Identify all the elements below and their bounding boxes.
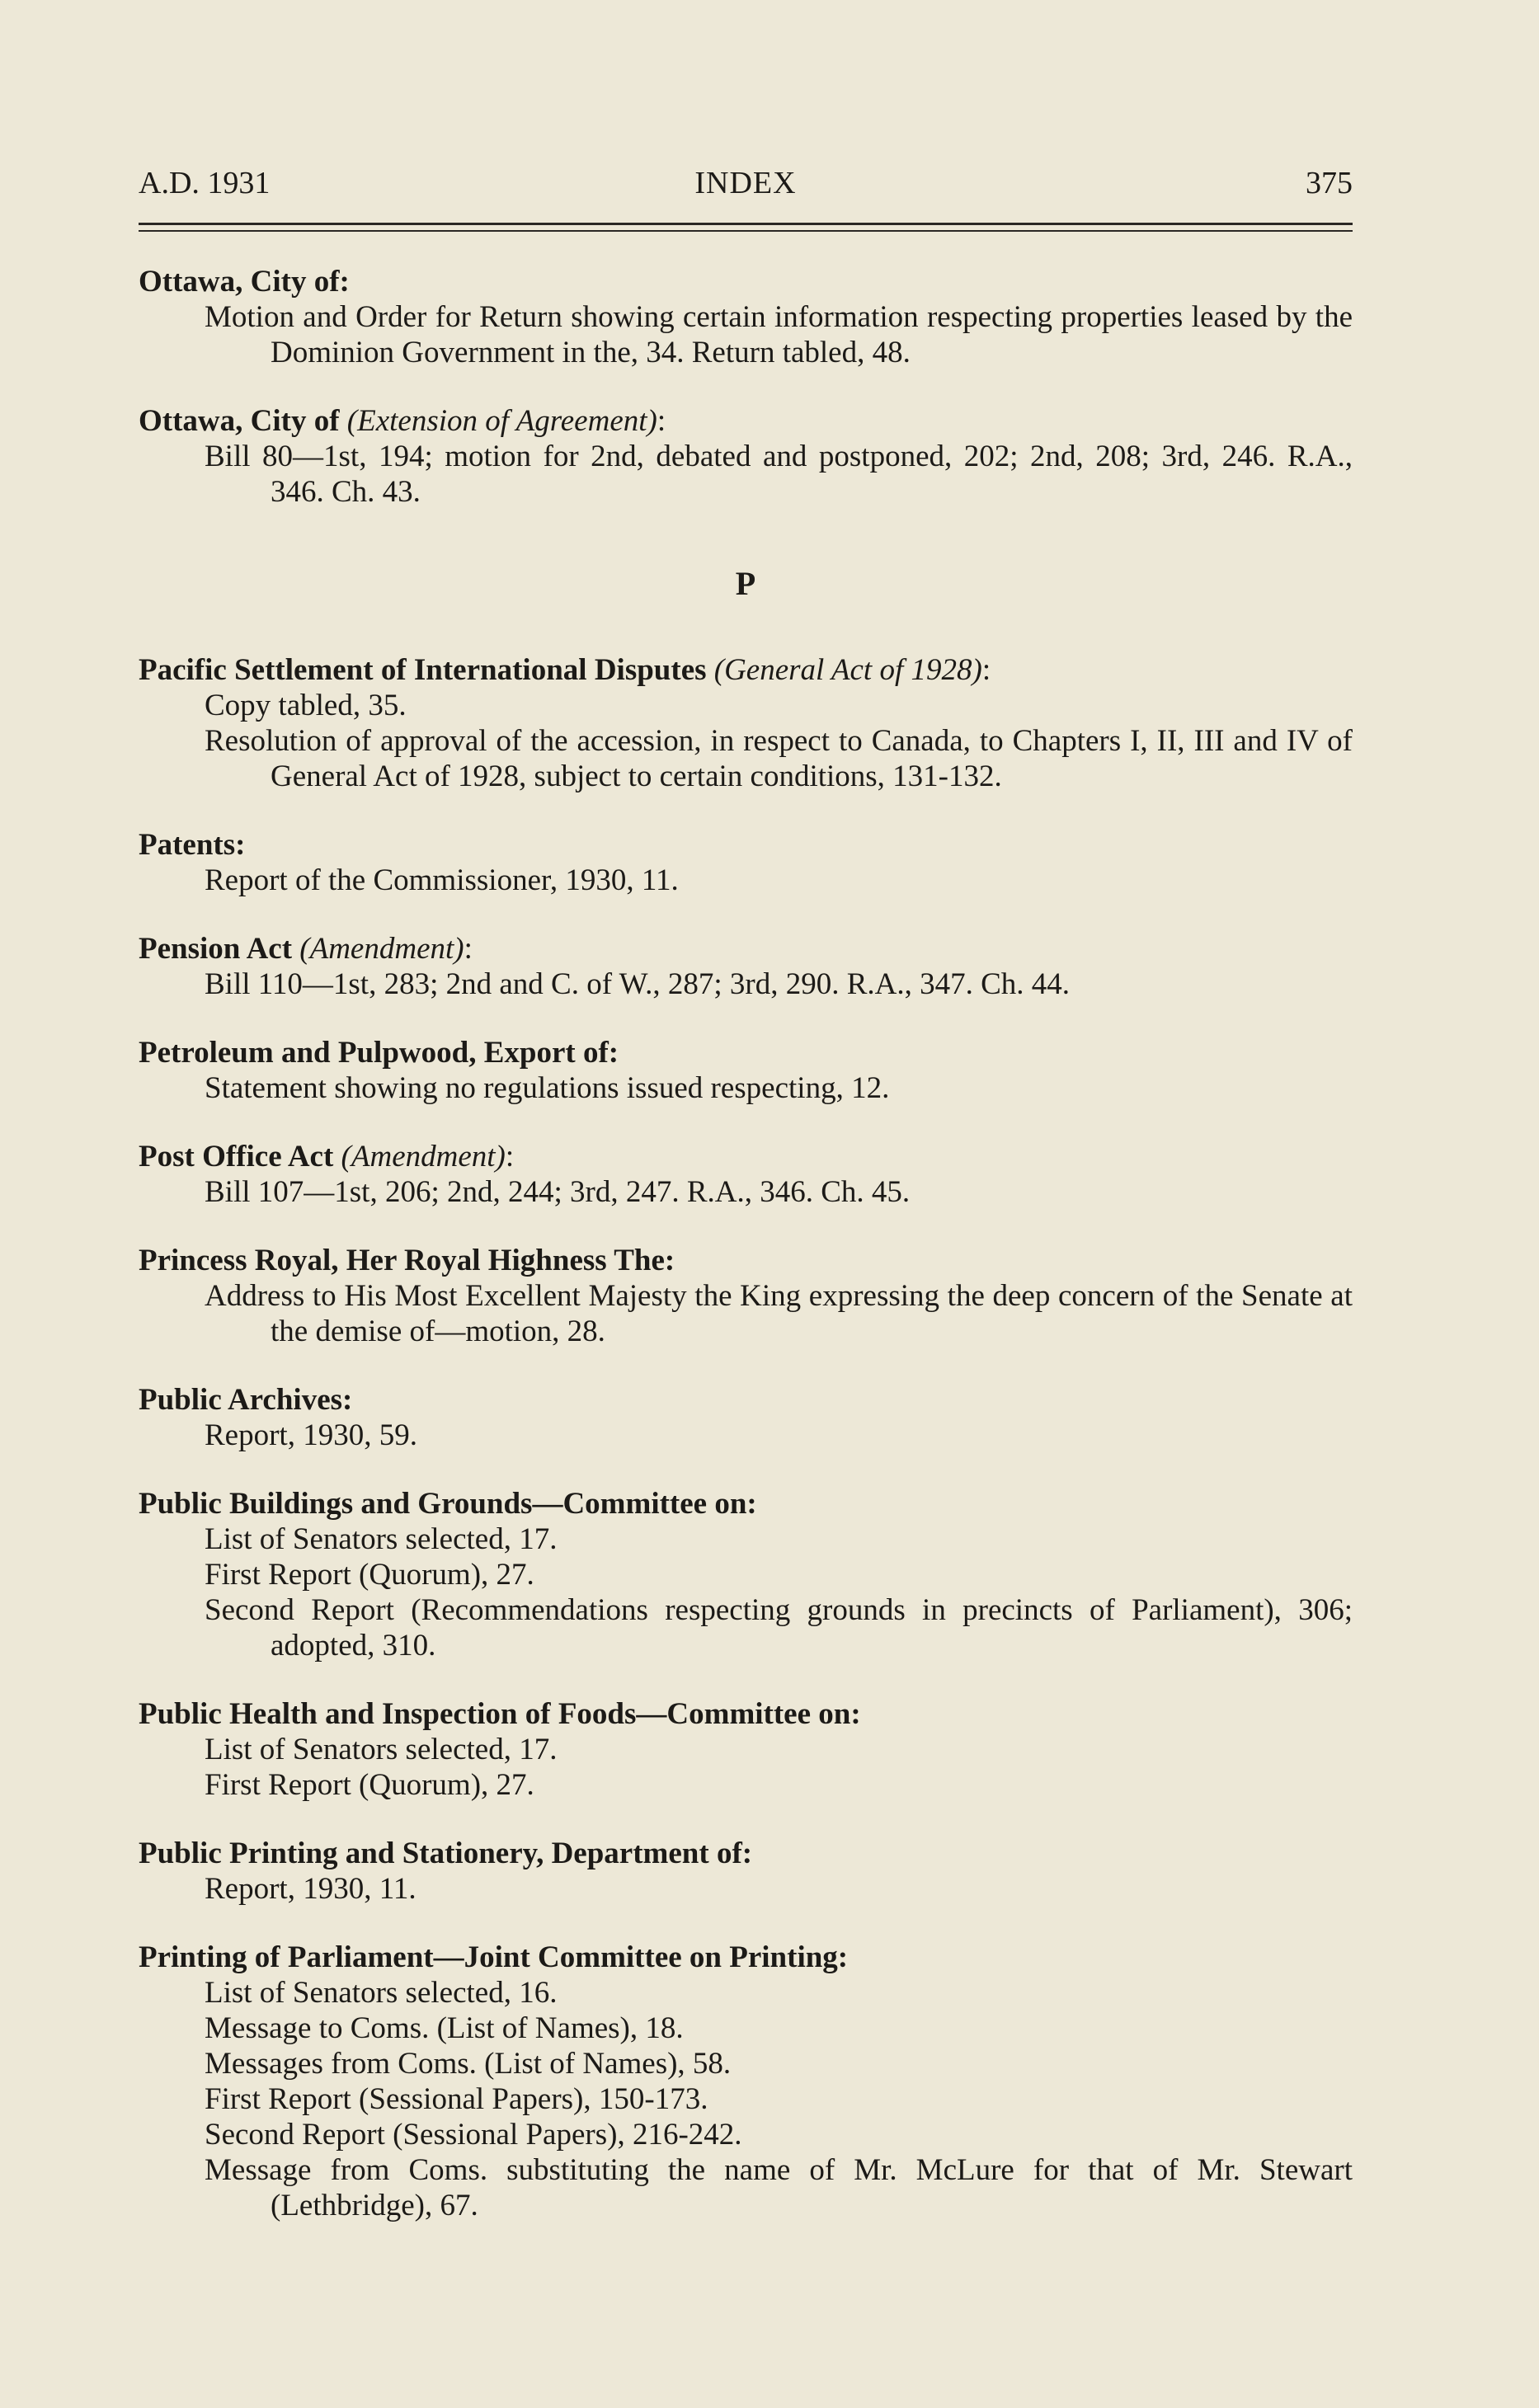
page-header — [139, 157, 1353, 206]
entry-heading-text: Ottawa, City of — [139, 404, 340, 438]
entry-heading-tail: : — [464, 932, 473, 966]
entry-heading-text: Post Office Act — [139, 1140, 334, 1173]
index-entry — [139, 931, 1353, 1002]
index-entry — [139, 1940, 1353, 2223]
index-entry — [139, 1035, 1353, 1106]
entry-heading — [139, 1035, 1353, 1070]
entry-heading-qualifier: (General Act of 1928) — [713, 653, 982, 687]
entry-heading-text: Patents: — [139, 828, 246, 862]
entry-line: Bill 80—1st, 194; motion for 2nd, debated and postponed, 202; 2nd, 208; 3rd, 246. R.A., 346. Ch. 43. — [205, 440, 1353, 509]
entry-heading-text: Princess Royal, Her Royal Highness The: — [139, 1244, 675, 1277]
index-entry — [139, 1243, 1353, 1349]
index-entry — [139, 1382, 1353, 1453]
index-entry — [139, 1836, 1353, 1907]
index-entry — [139, 1696, 1353, 1803]
entry-heading-text: Public Archives: — [139, 1383, 353, 1417]
entry-line: Message from Coms. substituting the name of Mr. McLure for that of Mr. Stewart (Lethbridge), 67. — [205, 2153, 1353, 2222]
entry-heading-qualifier: (Amendment) — [341, 1140, 506, 1173]
entry-heading — [139, 1836, 1353, 1871]
entry-line: Second Report (Recommendations respecting grounds in precincts of Parliament), 306; adopted, 310. — [205, 1593, 1353, 1663]
entry-heading — [139, 403, 1353, 439]
entry-line: Copy tabled, 35. — [205, 689, 407, 722]
entry-line: List of Senators selected, 16. — [205, 1976, 558, 2010]
entry-line: First Report (Quorum), 27. — [205, 1768, 534, 1802]
entry-line: Message to Coms. (List of Names), 18. — [205, 2011, 684, 2045]
entry-line: Report, 1930, 11. — [205, 1872, 417, 1906]
entry-line: Statement showing no regulations issued respecting, 12. — [205, 1071, 890, 1105]
entry-heading-text: Printing of Parliament—Joint Committee on Printing: — [139, 1940, 849, 1974]
header-title: INDEX — [694, 166, 797, 200]
index-section-p — [139, 652, 1353, 2223]
entry-heading-tail: : — [505, 1140, 515, 1173]
index-section-o — [139, 264, 1353, 510]
index-content — [139, 264, 1353, 2256]
entry-heading — [139, 1139, 1353, 1174]
entry-heading — [139, 1382, 1353, 1418]
entry-heading — [139, 1940, 1353, 1975]
entry-heading-text: Public Printing and Stationery, Department of: — [139, 1837, 753, 1870]
entry-heading-text: Pension Act — [139, 932, 293, 966]
entry-line: Second Report (Sessional Papers), 216-242. — [205, 2118, 742, 2152]
entry-line: Resolution of approval of the accession, in respect to Canada, to Chapters I, II, III and IV of General Act of 1928, subject to certain conditions, 131-132. — [205, 724, 1353, 793]
entry-line: Messages from Coms. (List of Names), 58. — [205, 2047, 732, 2081]
entry-line: Motion and Order for Return showing certain information respecting properties leased by the Dominion Government in the, 34. Return tabled, 48. — [205, 300, 1353, 369]
entry-heading — [139, 1243, 1353, 1278]
entry-heading-text: Public Health and Inspection of Foods—Committee on: — [139, 1697, 861, 1731]
header-rule-top — [139, 223, 1353, 225]
entry-heading — [139, 1486, 1353, 1521]
entry-line: First Report (Quorum), 27. — [205, 1558, 534, 1592]
entry-heading-tail: : — [981, 653, 991, 687]
entry-line: Report, 1930, 59. — [205, 1418, 417, 1452]
index-entry — [139, 1486, 1353, 1663]
header-date: A.D. 1931 — [139, 166, 271, 200]
entry-heading-text: Pacific Settlement of International Disputes — [139, 653, 707, 687]
entry-heading-text: Public Buildings and Grounds—Committee on: — [139, 1487, 757, 1521]
entry-line: List of Senators selected, 17. — [205, 1733, 558, 1766]
entry-line: Bill 107—1st, 206; 2nd, 244; 3rd, 247. R.A., 346. Ch. 45. — [205, 1175, 911, 1209]
entry-heading-text: Petroleum and Pulpwood, Export of: — [139, 1036, 619, 1070]
entry-line: Report of the Commissioner, 1930, 11. — [205, 863, 679, 897]
index-entry — [139, 264, 1353, 370]
entry-heading-qualifier: (Extension of Agreement) — [346, 404, 657, 438]
entry-heading — [139, 827, 1353, 863]
entry-line: Bill 110—1st, 283; 2nd and C. of W., 287; 3rd, 290. R.A., 347. Ch. 44. — [205, 967, 1071, 1001]
entry-line: First Report (Sessional Papers), 150-173. — [205, 2082, 708, 2116]
index-entry — [139, 827, 1353, 898]
index-entry — [139, 652, 1353, 794]
entry-heading — [139, 652, 1353, 688]
entry-line: List of Senators selected, 17. — [205, 1522, 558, 1556]
entry-heading — [139, 264, 1353, 299]
section-letter: P — [735, 565, 756, 602]
page-number: 375 — [1306, 166, 1353, 200]
entry-heading — [139, 1696, 1353, 1732]
entry-heading-text: Ottawa, City of: — [139, 265, 350, 299]
entry-heading-qualifier: (Amendment) — [299, 932, 464, 966]
index-entry — [139, 403, 1353, 510]
entry-heading-tail: : — [657, 404, 666, 438]
entry-line: Address to His Most Excellent Majesty the King expressing the deep concern of the Senate at the demise of—motion, 28. — [205, 1279, 1353, 1348]
header-rule-bottom — [139, 230, 1353, 232]
entry-heading — [139, 931, 1353, 966]
index-entry — [139, 1139, 1353, 1210]
